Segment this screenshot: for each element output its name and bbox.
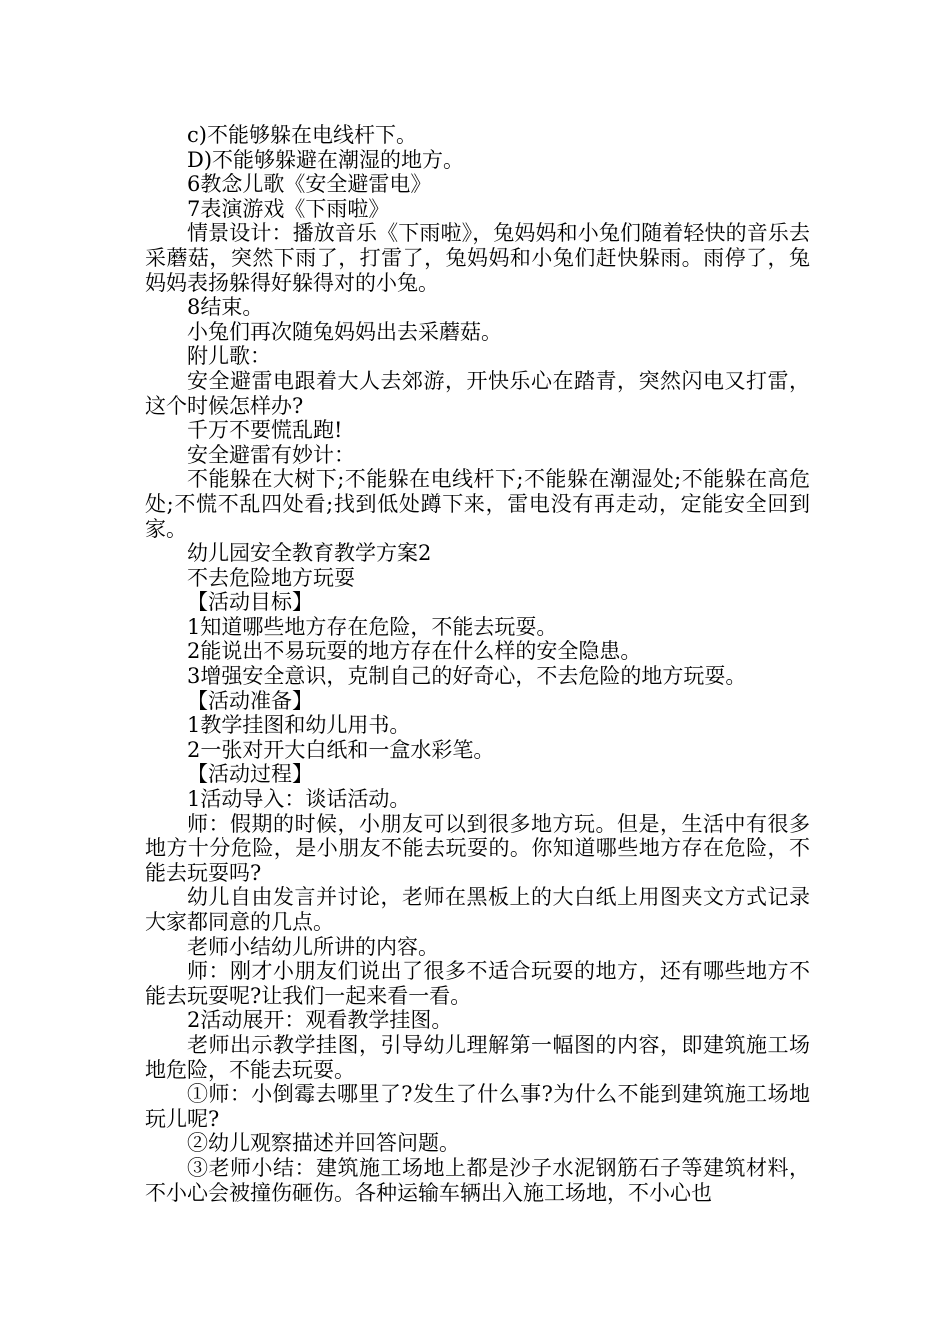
paragraph: 6教念儿歌《安全避雷电》 bbox=[187, 172, 432, 197]
paragraph: 2活动展开：观看教学挂图。 bbox=[187, 1008, 453, 1033]
paragraph: ①师：小倒霉去哪里了?发生了什么事?为什么不能到建筑施工场地玩儿呢? bbox=[145, 1082, 810, 1131]
paragraph: 1教学挂图和幼儿用书。 bbox=[187, 713, 411, 738]
paragraph: 附儿歌： bbox=[187, 344, 271, 369]
paragraph: 安全避雷电跟着大人去郊游，开快乐心在踏青，突然闪电又打雷，这个时候怎样办? bbox=[145, 368, 810, 418]
paragraph: 2能说出不易玩耍的地方存在什么样的安全隐患。 bbox=[187, 639, 642, 664]
paragraph: ③老师小结：建筑施工场地上都是沙子水泥钢筋石子等建筑材料，不小心会被撞伤砸伤。各种运输车辆出入施工场地，不小心也 bbox=[145, 1155, 810, 1205]
paragraph: 老师出示教学挂图，引导幼儿理解第一幅图的内容，即建筑施工场地危险，不能去玩耍。 bbox=[145, 1032, 810, 1082]
section-heading: 【活动目标】 bbox=[187, 590, 313, 615]
paragraph: ②幼儿观察描述并回答问题。 bbox=[187, 1131, 460, 1156]
paragraph: 师：刚才小朋友们说出了很多不适合玩耍的地方，还有哪些地方不能去玩耍呢?让我们一起来看一看。 bbox=[145, 959, 810, 1008]
paragraph: 不能躲在大树下;不能躲在电线杆下;不能躲在潮湿处;不能躲在高危处;不慌不乱四处看;找到低处蹲下来，雷电没有再走动，定能安全回到家。 bbox=[145, 467, 810, 541]
paragraph: 幼儿自由发言并讨论，老师在黑板上的大白纸上用图夹文方式记录大家都同意的几点。 bbox=[145, 885, 810, 934]
paragraph: c)不能够躲在电线杆下。 bbox=[187, 123, 417, 147]
section-title: 幼儿园安全教育教学方案2 bbox=[187, 541, 432, 566]
paragraph: 1活动导入：谈话活动。 bbox=[187, 787, 411, 812]
paragraph: 8结束。 bbox=[187, 295, 264, 320]
section-heading: 【活动过程】 bbox=[187, 762, 313, 787]
paragraph: 老师小结幼儿所讲的内容。 bbox=[187, 934, 439, 959]
paragraph: 千万不要慌乱跑! bbox=[187, 418, 343, 443]
section-subtitle: 不去危险地方玩耍 bbox=[187, 565, 355, 590]
paragraph: 7表演游戏《下雨啦》 bbox=[187, 196, 390, 221]
paragraph: 2一张对开大白纸和一盒水彩笔。 bbox=[187, 737, 495, 762]
paragraph: 1知道哪些地方存在危险，不能去玩耍。 bbox=[187, 614, 558, 639]
paragraph: 安全避雷有妙计： bbox=[187, 442, 355, 467]
paragraph: 师：假期的时候，小朋友可以到很多地方玩。但是，生活中有很多地方十分危险，是小朋友不能去玩耍的。你知道哪些地方存在危险，不能去玩耍吗? bbox=[145, 811, 810, 885]
paragraph: 情景设计：播放音乐《下雨啦》，兔妈妈和小兔们随着轻快的音乐去采蘑菇，突然下雨了，打雷了，兔妈妈和小兔们赶快躲雨。雨停了，兔妈妈表扬躲得好躲得对的小兔。 bbox=[145, 221, 810, 295]
paragraph: 小兔们再次随兔妈妈出去采蘑菇。 bbox=[187, 319, 502, 344]
section-heading: 【活动准备】 bbox=[187, 688, 313, 713]
paragraph: D)不能够躲避在潮湿的地方。 bbox=[187, 147, 465, 172]
paragraph: 3增强安全意识，克制自己的好奇心，不去危险的地方玩耍。 bbox=[187, 664, 747, 689]
document-page bbox=[145, 123, 810, 1205]
